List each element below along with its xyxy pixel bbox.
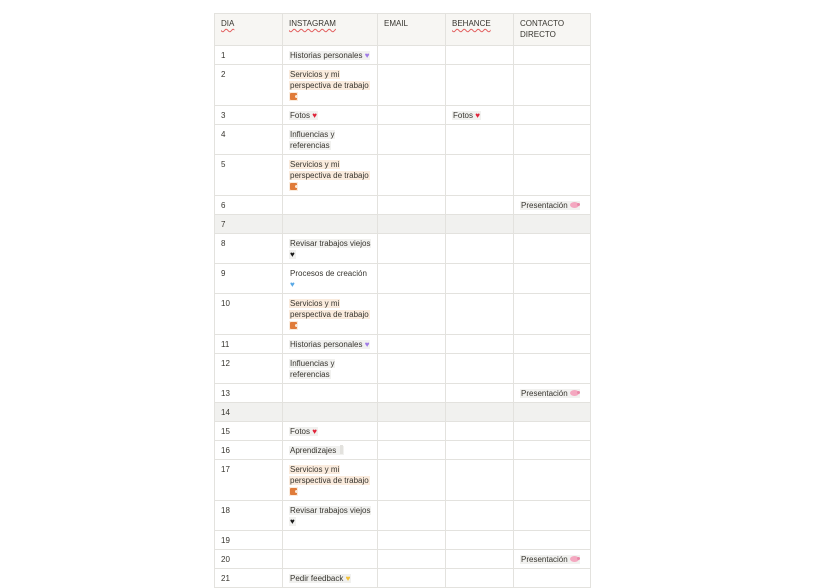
cell-email[interactable] (378, 234, 446, 264)
cell-instagram[interactable] (283, 550, 378, 569)
cell-behance[interactable] (446, 550, 514, 569)
cell-dia[interactable]: 12 (215, 354, 283, 384)
cell-behance[interactable] (446, 196, 514, 215)
cell-text: Pedir feedback ♥ (290, 574, 351, 583)
red-heart-icon: ♥ (475, 111, 480, 120)
table-row (215, 234, 591, 264)
black-heart-icon: ♥ (290, 250, 295, 259)
cell-text: Fotos ♥ (453, 111, 480, 120)
tick-icon (340, 445, 343, 454)
cell-behance[interactable] (446, 384, 514, 403)
purple-heart-icon: ♥ (364, 51, 370, 60)
cell-email[interactable] (378, 125, 446, 155)
cell-dia[interactable]: 5 (215, 155, 283, 196)
purple-heart-icon: ♥ (364, 340, 370, 349)
cell-dia[interactable]: 1 (215, 46, 283, 65)
table-row (215, 384, 591, 403)
cell-contacto[interactable] (514, 531, 591, 550)
cell-behance[interactable] (446, 335, 514, 354)
cell-email[interactable] (378, 384, 446, 403)
cell-text: Servicios y mi perspectiva de trabajo (289, 465, 370, 496)
black-heart-icon: ♥ (290, 517, 295, 526)
cell-dia[interactable]: 10 (215, 294, 283, 335)
cell-instagram[interactable] (283, 46, 378, 65)
cell-dia[interactable]: 20 (215, 550, 283, 569)
cell-text: Servicios y mi perspectiva de trabajo (289, 160, 370, 191)
column-header-dia[interactable]: DIA (215, 14, 283, 46)
cell-instagram[interactable] (283, 460, 378, 501)
cell-contacto[interactable] (514, 65, 591, 106)
cell-dia[interactable]: 19 (215, 531, 283, 550)
cell-instagram[interactable] (283, 501, 378, 531)
column-header-email[interactable]: EMAIL (378, 14, 446, 46)
table-row (215, 264, 591, 294)
table-row (215, 403, 591, 422)
cell-dia[interactable]: 17 (215, 460, 283, 501)
cell-email[interactable] (378, 106, 446, 125)
cell-instagram[interactable] (283, 403, 378, 422)
cell-contacto[interactable] (514, 125, 591, 155)
cell-behance[interactable] (446, 460, 514, 501)
cell-email[interactable] (378, 65, 446, 106)
table-row (215, 46, 591, 65)
pig-icon (570, 202, 579, 208)
cell-instagram[interactable] (283, 569, 378, 588)
cell-email[interactable] (378, 531, 446, 550)
cell-behance[interactable] (446, 569, 514, 588)
yellow-heart-icon: ♥ (345, 574, 351, 583)
cell-instagram[interactable] (283, 234, 378, 264)
cell-behance[interactable] (446, 294, 514, 335)
cell-behance[interactable] (446, 354, 514, 384)
cell-contacto[interactable] (514, 460, 591, 501)
cell-behance[interactable] (446, 264, 514, 294)
cell-dia[interactable]: 14 (215, 403, 283, 422)
cell-dia[interactable]: 15 (215, 422, 283, 441)
cell-instagram[interactable] (283, 125, 378, 155)
cell-contacto[interactable] (514, 335, 591, 354)
cell-behance[interactable] (446, 234, 514, 264)
cell-instagram[interactable] (283, 65, 378, 106)
cell-dia[interactable]: 21 (215, 569, 283, 588)
cell-dia[interactable]: 11 (215, 335, 283, 354)
table-row (215, 106, 591, 125)
cell-text: Fotos ♥ (290, 111, 317, 120)
cell-behance[interactable] (446, 501, 514, 531)
cell-contacto[interactable] (514, 46, 591, 65)
cell-text: Servicios y mi perspectiva de trabajo (289, 299, 370, 330)
cell-dia[interactable]: 6 (215, 196, 283, 215)
table-row (215, 531, 591, 550)
cell-dia[interactable]: 16 (215, 441, 283, 460)
table-row (215, 354, 591, 384)
cell-text: Influencias y referencias (290, 130, 335, 150)
cell-email[interactable] (378, 422, 446, 441)
cell-text: Fotos ♥ (290, 427, 317, 436)
cell-contacto[interactable] (514, 501, 591, 531)
cell-text: Procesos de creación ♥ (290, 269, 367, 289)
cell-contacto[interactable] (514, 196, 591, 215)
cell-email[interactable] (378, 354, 446, 384)
table-row (215, 125, 591, 155)
pig-icon (570, 556, 579, 562)
cell-dia[interactable]: 13 (215, 384, 283, 403)
cell-email[interactable] (378, 215, 446, 234)
cell-dia[interactable]: 8 (215, 234, 283, 264)
cell-instagram[interactable] (283, 335, 378, 354)
cell-instagram[interactable] (283, 384, 378, 403)
cell-text: Presentación (520, 555, 580, 564)
cell-text: Historias personales ♥ (290, 340, 370, 349)
cell-contacto[interactable] (514, 569, 591, 588)
cell-contacto[interactable] (514, 234, 591, 264)
column-header-contacto-directo[interactable]: CONTACTO DIRECTO (514, 14, 591, 46)
puzzle-icon (290, 183, 297, 190)
cell-email[interactable] (378, 196, 446, 215)
red-heart-icon: ♥ (312, 427, 317, 436)
cell-contacto[interactable] (514, 403, 591, 422)
cell-behance[interactable] (446, 441, 514, 460)
table-row (215, 335, 591, 354)
cell-instagram[interactable] (283, 106, 378, 125)
cell-text: Revisar trabajos viejos ♥ (290, 239, 371, 259)
cell-behance[interactable] (446, 65, 514, 106)
cell-contacto[interactable] (514, 264, 591, 294)
cell-contacto[interactable] (514, 441, 591, 460)
cell-instagram[interactable] (283, 441, 378, 460)
pig-icon (570, 390, 579, 396)
cell-contacto[interactable] (514, 550, 591, 569)
cell-contacto[interactable] (514, 106, 591, 125)
cell-contacto[interactable] (514, 215, 591, 234)
cell-contacto[interactable] (514, 422, 591, 441)
cell-text: Influencias y referencias (290, 359, 335, 379)
cell-email[interactable] (378, 460, 446, 501)
cell-dia[interactable]: 3 (215, 106, 283, 125)
cell-dia[interactable]: 9 (215, 264, 283, 294)
cell-contacto[interactable] (514, 155, 591, 196)
puzzle-icon (290, 488, 297, 495)
cell-dia[interactable]: 2 (215, 65, 283, 106)
cell-behance[interactable] (446, 215, 514, 234)
cell-instagram[interactable] (283, 215, 378, 234)
cell-dia[interactable]: 18 (215, 501, 283, 531)
cell-email[interactable] (378, 441, 446, 460)
cell-instagram[interactable] (283, 264, 378, 294)
cell-text: Presentación (520, 201, 580, 210)
cell-behance[interactable] (446, 125, 514, 155)
cell-instagram[interactable] (283, 294, 378, 335)
cell-contacto[interactable] (514, 294, 591, 335)
cell-contacto[interactable] (514, 384, 591, 403)
table-row (215, 422, 591, 441)
table-row (215, 215, 591, 234)
cell-text: Presentación (520, 389, 580, 398)
blue-heart-icon: ♥ (290, 280, 295, 289)
cell-instagram[interactable] (283, 196, 378, 215)
cell-text: Aprendizajes (289, 446, 344, 455)
cell-dia[interactable]: 7 (215, 215, 283, 234)
red-heart-icon: ♥ (312, 111, 317, 120)
header-row (215, 14, 591, 46)
calendar-table (214, 13, 591, 588)
cell-text: Servicios y mi perspectiva de trabajo (289, 70, 370, 101)
table-row (215, 550, 591, 569)
cell-email[interactable] (378, 155, 446, 196)
column-header-instagram[interactable]: INSTAGRAM (283, 14, 378, 46)
cell-instagram[interactable] (283, 531, 378, 550)
table-row (215, 441, 591, 460)
cell-instagram[interactable] (283, 354, 378, 384)
cell-behance[interactable] (446, 155, 514, 196)
cell-behance[interactable] (446, 422, 514, 441)
table-row (215, 155, 591, 196)
cell-behance[interactable] (446, 46, 514, 65)
cell-email[interactable] (378, 403, 446, 422)
table-row (215, 65, 591, 106)
cell-instagram[interactable] (283, 155, 378, 196)
table-row (215, 569, 591, 588)
content-calendar (214, 13, 590, 588)
puzzle-icon (290, 322, 297, 329)
cell-email[interactable] (378, 46, 446, 65)
cell-contacto[interactable] (514, 354, 591, 384)
cell-dia[interactable]: 4 (215, 125, 283, 155)
column-header-behance[interactable]: BEHANCE (446, 14, 514, 46)
cell-instagram[interactable] (283, 422, 378, 441)
cell-email[interactable] (378, 294, 446, 335)
cell-behance[interactable] (446, 403, 514, 422)
cell-behance[interactable] (446, 106, 514, 125)
cell-behance[interactable] (446, 531, 514, 550)
table-row (215, 196, 591, 215)
cell-text: Historias personales ♥ (290, 51, 370, 60)
puzzle-icon (290, 93, 297, 100)
cell-email[interactable] (378, 335, 446, 354)
cell-email[interactable] (378, 264, 446, 294)
table-row (215, 501, 591, 531)
cell-email[interactable] (378, 569, 446, 588)
cell-email[interactable] (378, 550, 446, 569)
table-row (215, 294, 591, 335)
table-row (215, 460, 591, 501)
cell-email[interactable] (378, 501, 446, 531)
cell-text: Revisar trabajos viejos ♥ (290, 506, 371, 526)
